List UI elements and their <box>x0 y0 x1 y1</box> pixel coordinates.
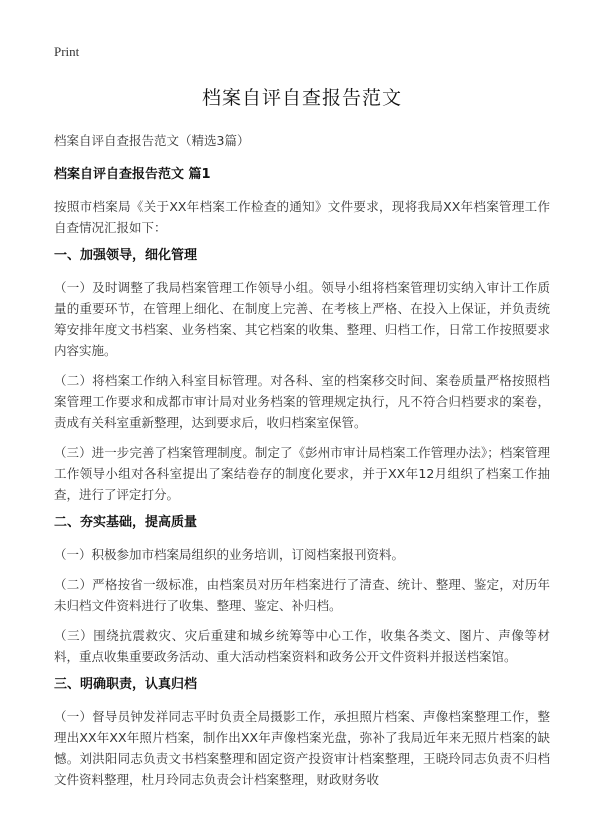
section-1-paragraph-3: （三）进一步完善了档案管理制度。制定了《彭州市审计局档案工作管理办法》；档案管理工作领导小组对各科室提出了案结卷存的制度化要求，并于XX年12月组织了档案工作抽查，进行了评定打分。 <box>54 445 550 502</box>
section-3-paragraph-1: （一）督导员钟发祥同志平时负责全局摄影工作，承担照片档案、声像档案整理工作，整理出XX年XX年照片档案，制作出XX年声像档案光盘，弥补了我局近年来无照片档案的缺憾。刘洪阳同志负责文书档案整理和固定资产投资审计档案整理，王晓玲同志负责不归档文件资料整理，杜月玲同志负责会计档案整理，财政财务收 <box>54 709 550 787</box>
section-1-paragraph-2: （二）将档案工作纳入科室目标管理。对各科、室的档案移交时间、案卷质量严格按照档案管理工作要求和成都市审计局对业务档案的管理规定执行，凡不符合归档要求的案卷，责成有关科室重新整理，达到要求后，收归档案室保管。 <box>54 373 550 430</box>
section-heading-3: 三、明确职责，认真归档 <box>54 677 198 692</box>
section-heading-2: 二、夯实基础，提高质量 <box>54 515 198 530</box>
section-1-paragraph-1: （一）及时调整了我局档案管理工作领导小组。领导小组将档案管理切实纳入审计工作质量的重要环节，在管理上细化、在制度上完善、在考核上严格、在投入上保证，并负责统筹安排年度文书档案、业务档案、其它档案的收集、整理、归档工作，日常工作按照要求内容实施。 <box>54 280 550 358</box>
document-subtitle: 档案自评自查报告范文（精选3篇） <box>54 133 250 148</box>
section-2-paragraph-2: （二）严格按省一级标准，由档案员对历年档案进行了清查、统计、整理、鉴定，对历年未归档文件资料进行了收集、整理、鉴定、补归档。 <box>54 577 550 613</box>
section-heading-1: 一、加强领导，细化管理 <box>54 248 198 263</box>
section-2-paragraph-3: （三）围绕抗震救灾、灾后重建和城乡统筹等中心工作，收集各类文、图片、声像等材料，重点收集重要政务活动、重大活动档案资料和政务公开文件资料并报送档案馆。 <box>54 628 550 664</box>
article-title: 档案自评自查报告范文 篇1 <box>54 167 211 182</box>
document-title: 档案自评自查报告范文 <box>201 87 402 109</box>
section-2-paragraph-1: （一）积极参加市档案局组织的业务培训，订阅档案报刊资料。 <box>54 547 405 562</box>
intro-paragraph: 按照市档案局《关于XX年档案工作检查的通知》文件要求，现将我局XX年档案管理工作自查情况汇报如下： <box>54 199 550 235</box>
print-link[interactable]: Print <box>54 44 80 59</box>
